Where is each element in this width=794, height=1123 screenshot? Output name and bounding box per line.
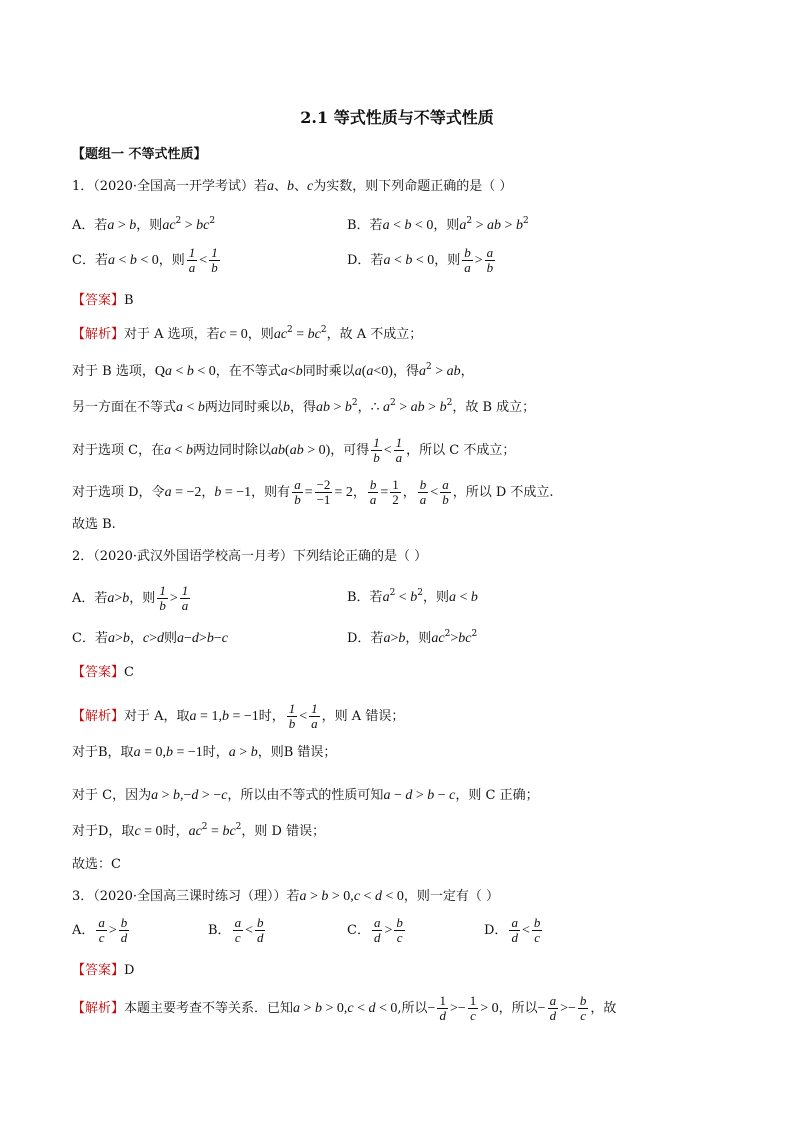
q1-answer: 【答案】B [72,293,134,308]
q1-analysis-line-1: 【解析】对于 A 选项，若c = 0，则$ac^2 = bc^2$，故 A 不成立； [72,325,423,342]
q3-option-c: C． $\frac{a}{d}$ > $\frac{b}{c}$ [347,915,403,945]
q2-option-b: B．若$a^2 < b^2$，则a < b [347,588,478,605]
q3-answer: 【答案】D [72,963,135,978]
q2-answer: 【答案】C [72,665,134,680]
q1-analysis-line-6: 故选 B. [72,517,116,532]
q3-option-b: B． $\frac{a}{c}$ < $\frac{b}{d}$ [208,915,264,945]
q1-stem: 1．（2020·全国高一开学考试）若a、b、c为实数，则下列命题正确的是（ ） [72,179,513,194]
q2-analysis-line-2: 对于B，取a = 0,b = −1时，a > b，则B 错误； [72,745,337,760]
q3-analysis-line-1: 【解析】本题主要考查不等关系．已知a > b > 0,c < d < 0,所以− $\frac{1}{d}$ >− $\frac{1}{c}$ > 0，所以− $\frac{a}{d}$ >− $\frac{b}{c}$ ，故 [72,993,617,1023]
q3-option-a: A． $\frac{a}{c}$ > $\frac{b}{d}$ [72,915,128,945]
group-heading: 【题组一 不等式性质】 [72,147,207,162]
q2-stem: 2．（2020·武汉外国语学校高一月考）下列结论正确的是（ ） [72,549,428,564]
q1-option-c: C．若a < b < 0，则 $\frac{1}{a}$ < $\frac{1}{b}$ [72,245,218,275]
q2-option-a: A．若a>b，则 $\frac{1}{b}$ > $\frac{1}{a}$ [72,583,189,613]
q1-option-d: D．若a < b < 0，则 $\frac{b}{a}$ > $\frac{a}{b}$ [347,245,494,275]
q1-option-b: B．若a < b < 0，则$a^2$ > ab > $b^2$ [347,216,529,233]
q1-analysis-line-5: 对于选项 D，令a = −2，b = −1，则有 $\frac{a}{b}$ = $\frac{-2}{-1}$ = 2， $\frac{b}{a}$ = $\frac{1}{2}$ ， $\frac{b}{a}$ < $\frac{a}{b}$ ，所以 D 不成立. [72,477,554,507]
q2-option-c: C．若a>b，c>d则a−d>b−c [72,631,228,646]
q1-option-a: A．若a > b，则$ac^2 > bc^2$ [72,216,216,233]
q1-analysis-line-3: 另一方面在不等式a < b两边同时乘以b，得ab > $b^2$，∴ $a^2$ > ab > $b^2$，故 B 成立； [72,398,536,415]
q3-stem: 3．（2020·全国高三课时练习（理））若a > b > 0,c < d < 0，则一定有（ ） [72,889,499,904]
q1-analysis-line-2: 对于 B 选项，Qa < b < 0，在不等式a<b同时乘以a(a<0)，得$a^2$ > ab， [72,362,474,379]
page-title: 2.1 等式性质与不等式性质 [300,108,494,127]
q1-analysis-line-4: 对于选项 C，在a < b两边同时除以ab(ab > 0)，可得 $\frac{1}{b}$ < $\frac{1}{a}$ ，所以 C 不成立； [72,435,516,465]
q2-analysis-line-1: 【解析】对于 A，取a = 1,b = −1时， $\frac{1}{b}$ < $\frac{1}{a}$ ，则 A 错误； [72,701,405,731]
q3-option-d: D． $\frac{a}{d}$ < $\frac{b}{c}$ [484,915,541,945]
q2-analysis-line-3: 对于 C，因为a > b,−d > −c，所以由不等式的性质可知a − d > b − c，则 C 正确； [72,788,539,803]
q2-analysis-line-5: 故选：C [72,857,121,872]
q2-analysis-line-4: 对于D，取c = 0时，$ac^2 = bc^2$，则 D 错误； [72,822,326,839]
q2-option-d: D．若a>b，则$ac^2>bc^2$ [347,629,478,646]
